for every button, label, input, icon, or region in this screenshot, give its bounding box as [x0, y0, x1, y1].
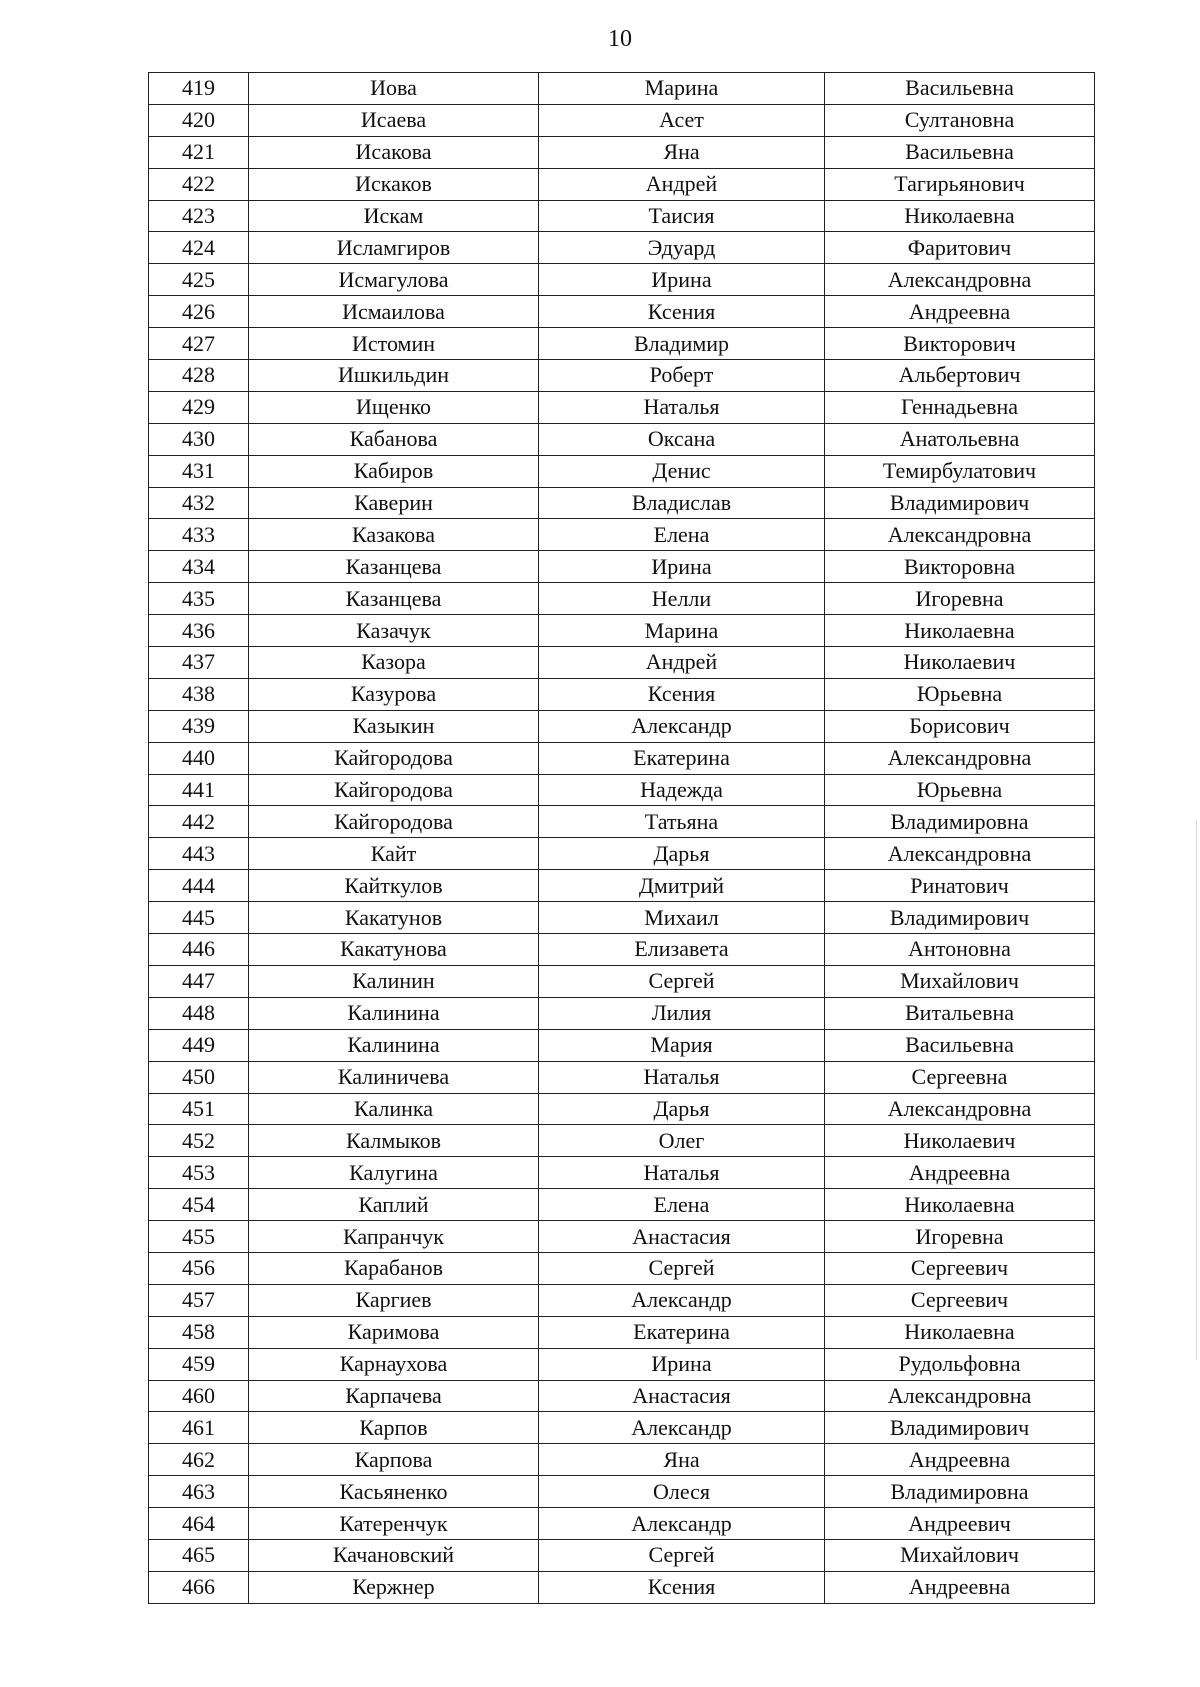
patronymic-cell: Сергеевич — [825, 1284, 1095, 1316]
last-name-cell: Какатунова — [249, 934, 539, 966]
table-row — [149, 1284, 1095, 1316]
last-name-cell: Кайт — [249, 838, 539, 870]
row-number-cell: 438 — [149, 678, 249, 710]
first-name-cell: Наталья — [539, 1061, 825, 1093]
table-row — [149, 168, 1095, 200]
first-name-cell: Владимир — [539, 328, 825, 360]
first-name-cell: Марина — [539, 615, 825, 647]
table-row — [149, 551, 1095, 583]
patronymic-cell: Владимирович — [825, 1412, 1095, 1444]
row-number-cell: 443 — [149, 838, 249, 870]
patronymic-cell: Владимирович — [825, 902, 1095, 934]
first-name-cell: Екатерина — [539, 742, 825, 774]
first-name-cell: Роберт — [539, 360, 825, 392]
patronymic-cell: Александровна — [825, 838, 1095, 870]
table-row — [149, 1157, 1095, 1189]
first-name-cell: Марина — [539, 73, 825, 105]
last-name-cell: Казанцева — [249, 583, 539, 615]
last-name-cell: Исмаилова — [249, 296, 539, 328]
row-number-cell: 436 — [149, 615, 249, 647]
patronymic-cell: Альбертович — [825, 360, 1095, 392]
row-number-cell: 458 — [149, 1316, 249, 1348]
row-number-cell: 437 — [149, 647, 249, 679]
patronymic-cell: Андреевна — [825, 1571, 1095, 1603]
patronymic-cell: Александровна — [825, 1093, 1095, 1125]
first-name-cell: Олеся — [539, 1476, 825, 1508]
last-name-cell: Карпов — [249, 1412, 539, 1444]
table-row — [149, 264, 1095, 296]
first-name-cell: Лилия — [539, 997, 825, 1029]
first-name-cell: Владислав — [539, 487, 825, 519]
row-number-cell: 448 — [149, 997, 249, 1029]
first-name-cell: Татьяна — [539, 806, 825, 838]
table-row — [149, 1316, 1095, 1348]
patronymic-cell: Юрьевна — [825, 678, 1095, 710]
row-number-cell: 433 — [149, 519, 249, 551]
last-name-cell: Казачук — [249, 615, 539, 647]
last-name-cell: Кайткулов — [249, 870, 539, 902]
last-name-cell: Искам — [249, 200, 539, 232]
last-name-cell: Казанцева — [249, 551, 539, 583]
table-row — [149, 1125, 1095, 1157]
table-row — [149, 519, 1095, 551]
last-name-cell: Карпова — [249, 1444, 539, 1476]
patronymic-cell: Александровна — [825, 519, 1095, 551]
row-number-cell: 441 — [149, 774, 249, 806]
row-number-cell: 424 — [149, 232, 249, 264]
patronymic-cell: Владимирович — [825, 487, 1095, 519]
patronymic-cell: Николаевич — [825, 647, 1095, 679]
table-row — [149, 1029, 1095, 1061]
first-name-cell: Дмитрий — [539, 870, 825, 902]
row-number-cell: 431 — [149, 455, 249, 487]
patronymic-cell: Темирбулатович — [825, 455, 1095, 487]
patronymic-cell: Сергеевна — [825, 1061, 1095, 1093]
patronymic-cell: Михайлович — [825, 965, 1095, 997]
first-name-cell: Мария — [539, 1029, 825, 1061]
first-name-cell: Ирина — [539, 264, 825, 296]
patronymic-cell: Султановна — [825, 104, 1095, 136]
last-name-cell: Касьяненко — [249, 1476, 539, 1508]
table-row — [149, 232, 1095, 264]
row-number-cell: 430 — [149, 423, 249, 455]
last-name-cell: Калинина — [249, 1029, 539, 1061]
first-name-cell: Оксана — [539, 423, 825, 455]
patronymic-cell: Витальевна — [825, 997, 1095, 1029]
table-row — [149, 965, 1095, 997]
patronymic-cell: Александровна — [825, 264, 1095, 296]
table-row — [149, 1571, 1095, 1603]
table-row — [149, 902, 1095, 934]
table-row — [149, 104, 1095, 136]
patronymic-cell: Андреевна — [825, 296, 1095, 328]
last-name-cell: Кержнер — [249, 1571, 539, 1603]
first-name-cell: Александр — [539, 710, 825, 742]
patronymic-cell: Андреевна — [825, 1444, 1095, 1476]
last-name-cell: Ишкильдин — [249, 360, 539, 392]
row-number-cell: 453 — [149, 1157, 249, 1189]
first-name-cell: Дарья — [539, 1093, 825, 1125]
first-name-cell: Асет — [539, 104, 825, 136]
table-row — [149, 1508, 1095, 1540]
patronymic-cell: Викторович — [825, 328, 1095, 360]
first-name-cell: Александр — [539, 1284, 825, 1316]
patronymic-cell: Николаевна — [825, 200, 1095, 232]
first-name-cell: Таисия — [539, 200, 825, 232]
row-number-cell: 422 — [149, 168, 249, 200]
patronymic-cell: Геннадьевна — [825, 391, 1095, 423]
row-number-cell: 425 — [149, 264, 249, 296]
patronymic-cell: Васильевна — [825, 73, 1095, 105]
patronymic-cell: Николаевич — [825, 1125, 1095, 1157]
last-name-cell: Искаков — [249, 168, 539, 200]
row-number-cell: 454 — [149, 1189, 249, 1221]
last-name-cell: Казурова — [249, 678, 539, 710]
last-name-cell: Исакова — [249, 136, 539, 168]
last-name-cell: Калинка — [249, 1093, 539, 1125]
table-row — [149, 1348, 1095, 1380]
patronymic-cell: Викторовна — [825, 551, 1095, 583]
row-number-cell: 462 — [149, 1444, 249, 1476]
last-name-cell: Истомин — [249, 328, 539, 360]
first-name-cell: Андрей — [539, 168, 825, 200]
patronymic-cell: Николаевна — [825, 1189, 1095, 1221]
row-number-cell: 451 — [149, 1093, 249, 1125]
row-number-cell: 419 — [149, 73, 249, 105]
first-name-cell: Денис — [539, 455, 825, 487]
patronymic-cell: Николаевна — [825, 1316, 1095, 1348]
first-name-cell: Сергей — [539, 1539, 825, 1571]
last-name-cell: Капранчук — [249, 1221, 539, 1253]
table-body — [149, 73, 1095, 1604]
last-name-cell: Качановский — [249, 1539, 539, 1571]
first-name-cell: Сергей — [539, 1252, 825, 1284]
table-row — [149, 1221, 1095, 1253]
last-name-cell: Казакова — [249, 519, 539, 551]
row-number-cell: 420 — [149, 104, 249, 136]
first-name-cell: Александр — [539, 1412, 825, 1444]
first-name-cell: Анастасия — [539, 1380, 825, 1412]
row-number-cell: 447 — [149, 965, 249, 997]
last-name-cell: Кайгородова — [249, 806, 539, 838]
row-number-cell: 429 — [149, 391, 249, 423]
table-row — [149, 136, 1095, 168]
patronymic-cell: Александровна — [825, 742, 1095, 774]
first-name-cell: Екатерина — [539, 1316, 825, 1348]
patronymic-cell: Сергеевич — [825, 1252, 1095, 1284]
row-number-cell: 459 — [149, 1348, 249, 1380]
row-number-cell: 427 — [149, 328, 249, 360]
row-number-cell: 456 — [149, 1252, 249, 1284]
row-number-cell: 463 — [149, 1476, 249, 1508]
patronymic-cell: Васильевна — [825, 1029, 1095, 1061]
patronymic-cell: Юрьевна — [825, 774, 1095, 806]
last-name-cell: Калмыков — [249, 1125, 539, 1157]
table-row — [149, 1412, 1095, 1444]
last-name-cell: Калугина — [249, 1157, 539, 1189]
patronymic-cell: Андреевна — [825, 1157, 1095, 1189]
patronymic-cell: Анатольевна — [825, 423, 1095, 455]
table-row — [149, 710, 1095, 742]
table-row — [149, 678, 1095, 710]
last-name-cell: Каверин — [249, 487, 539, 519]
patronymic-cell: Александровна — [825, 1380, 1095, 1412]
last-name-cell: Казора — [249, 647, 539, 679]
last-name-cell: Калинина — [249, 997, 539, 1029]
table-row — [149, 296, 1095, 328]
row-number-cell: 440 — [149, 742, 249, 774]
first-name-cell: Елена — [539, 1189, 825, 1221]
first-name-cell: Яна — [539, 1444, 825, 1476]
row-number-cell: 444 — [149, 870, 249, 902]
table-row — [149, 615, 1095, 647]
table-row — [149, 455, 1095, 487]
row-number-cell: 434 — [149, 551, 249, 583]
patronymic-cell: Игоревна — [825, 583, 1095, 615]
first-name-cell: Елена — [539, 519, 825, 551]
patronymic-cell: Владимировна — [825, 1476, 1095, 1508]
table-row — [149, 1061, 1095, 1093]
first-name-cell: Ксения — [539, 1571, 825, 1603]
first-name-cell: Ирина — [539, 551, 825, 583]
row-number-cell: 464 — [149, 1508, 249, 1540]
row-number-cell: 461 — [149, 1412, 249, 1444]
last-name-cell: Иова — [249, 73, 539, 105]
table-row — [149, 934, 1095, 966]
last-name-cell: Кабанова — [249, 423, 539, 455]
table-row — [149, 838, 1095, 870]
last-name-cell: Какатунов — [249, 902, 539, 934]
table-row — [149, 647, 1095, 679]
row-number-cell: 432 — [149, 487, 249, 519]
row-number-cell: 466 — [149, 1571, 249, 1603]
last-name-cell: Кабиров — [249, 455, 539, 487]
first-name-cell: Эдуард — [539, 232, 825, 264]
table-row — [149, 1444, 1095, 1476]
first-name-cell: Дарья — [539, 838, 825, 870]
patronymic-cell: Игоревна — [825, 1221, 1095, 1253]
table-row — [149, 73, 1095, 105]
row-number-cell: 465 — [149, 1539, 249, 1571]
name-list-table — [148, 72, 1095, 1604]
last-name-cell: Каргиев — [249, 1284, 539, 1316]
patronymic-cell: Борисович — [825, 710, 1095, 742]
table-row — [149, 806, 1095, 838]
row-number-cell: 457 — [149, 1284, 249, 1316]
last-name-cell: Катеренчук — [249, 1508, 539, 1540]
row-number-cell: 426 — [149, 296, 249, 328]
patronymic-cell: Владимировна — [825, 806, 1095, 838]
first-name-cell: Наталья — [539, 391, 825, 423]
table-row — [149, 742, 1095, 774]
table-row — [149, 200, 1095, 232]
patronymic-cell: Михайлович — [825, 1539, 1095, 1571]
patronymic-cell: Ринатович — [825, 870, 1095, 902]
patronymic-cell: Рудольфовна — [825, 1348, 1095, 1380]
first-name-cell: Наталья — [539, 1157, 825, 1189]
row-number-cell: 439 — [149, 710, 249, 742]
last-name-cell: Кайгородова — [249, 774, 539, 806]
patronymic-cell: Васильевна — [825, 136, 1095, 168]
first-name-cell: Анастасия — [539, 1221, 825, 1253]
table-row — [149, 583, 1095, 615]
patronymic-cell: Тагирьянович — [825, 168, 1095, 200]
last-name-cell: Калинин — [249, 965, 539, 997]
last-name-cell: Каримова — [249, 1316, 539, 1348]
row-number-cell: 435 — [149, 583, 249, 615]
table-row — [149, 1189, 1095, 1221]
page-number: 10 — [608, 26, 632, 52]
last-name-cell: Исмагулова — [249, 264, 539, 296]
first-name-cell: Елизавета — [539, 934, 825, 966]
last-name-cell: Карнаухова — [249, 1348, 539, 1380]
table-row — [149, 1476, 1095, 1508]
first-name-cell: Андрей — [539, 647, 825, 679]
patronymic-cell: Антоновна — [825, 934, 1095, 966]
first-name-cell: Надежда — [539, 774, 825, 806]
table-row — [149, 423, 1095, 455]
first-name-cell: Яна — [539, 136, 825, 168]
first-name-cell: Сергей — [539, 965, 825, 997]
table-row — [149, 1380, 1095, 1412]
first-name-cell: Ксения — [539, 678, 825, 710]
patronymic-cell: Николаевна — [825, 615, 1095, 647]
first-name-cell: Михаил — [539, 902, 825, 934]
last-name-cell: Казыкин — [249, 710, 539, 742]
first-name-cell: Александр — [539, 1508, 825, 1540]
row-number-cell: 449 — [149, 1029, 249, 1061]
first-name-cell: Ирина — [539, 1348, 825, 1380]
row-number-cell: 450 — [149, 1061, 249, 1093]
table-row — [149, 328, 1095, 360]
row-number-cell: 460 — [149, 1380, 249, 1412]
table-row — [149, 487, 1095, 519]
table-row — [149, 997, 1095, 1029]
last-name-cell: Исламгиров — [249, 232, 539, 264]
row-number-cell: 423 — [149, 200, 249, 232]
table-row — [149, 391, 1095, 423]
row-number-cell: 445 — [149, 902, 249, 934]
row-number-cell: 455 — [149, 1221, 249, 1253]
last-name-cell: Калиничева — [249, 1061, 539, 1093]
first-name-cell: Ксения — [539, 296, 825, 328]
patronymic-cell: Фаритович — [825, 232, 1095, 264]
last-name-cell: Карпачева — [249, 1380, 539, 1412]
table-row — [149, 870, 1095, 902]
last-name-cell: Карабанов — [249, 1252, 539, 1284]
last-name-cell: Каплий — [249, 1189, 539, 1221]
table-row — [149, 1252, 1095, 1284]
row-number-cell: 442 — [149, 806, 249, 838]
row-number-cell: 421 — [149, 136, 249, 168]
scan-edge-line — [1196, 820, 1197, 1360]
table-row — [149, 774, 1095, 806]
patronymic-cell: Андреевич — [825, 1508, 1095, 1540]
last-name-cell: Ищенко — [249, 391, 539, 423]
last-name-cell: Исаева — [249, 104, 539, 136]
last-name-cell: Кайгородова — [249, 742, 539, 774]
row-number-cell: 452 — [149, 1125, 249, 1157]
table-row — [149, 1539, 1095, 1571]
first-name-cell: Олег — [539, 1125, 825, 1157]
table-row — [149, 1093, 1095, 1125]
first-name-cell: Нелли — [539, 583, 825, 615]
table-row — [149, 360, 1095, 392]
row-number-cell: 428 — [149, 360, 249, 392]
row-number-cell: 446 — [149, 934, 249, 966]
